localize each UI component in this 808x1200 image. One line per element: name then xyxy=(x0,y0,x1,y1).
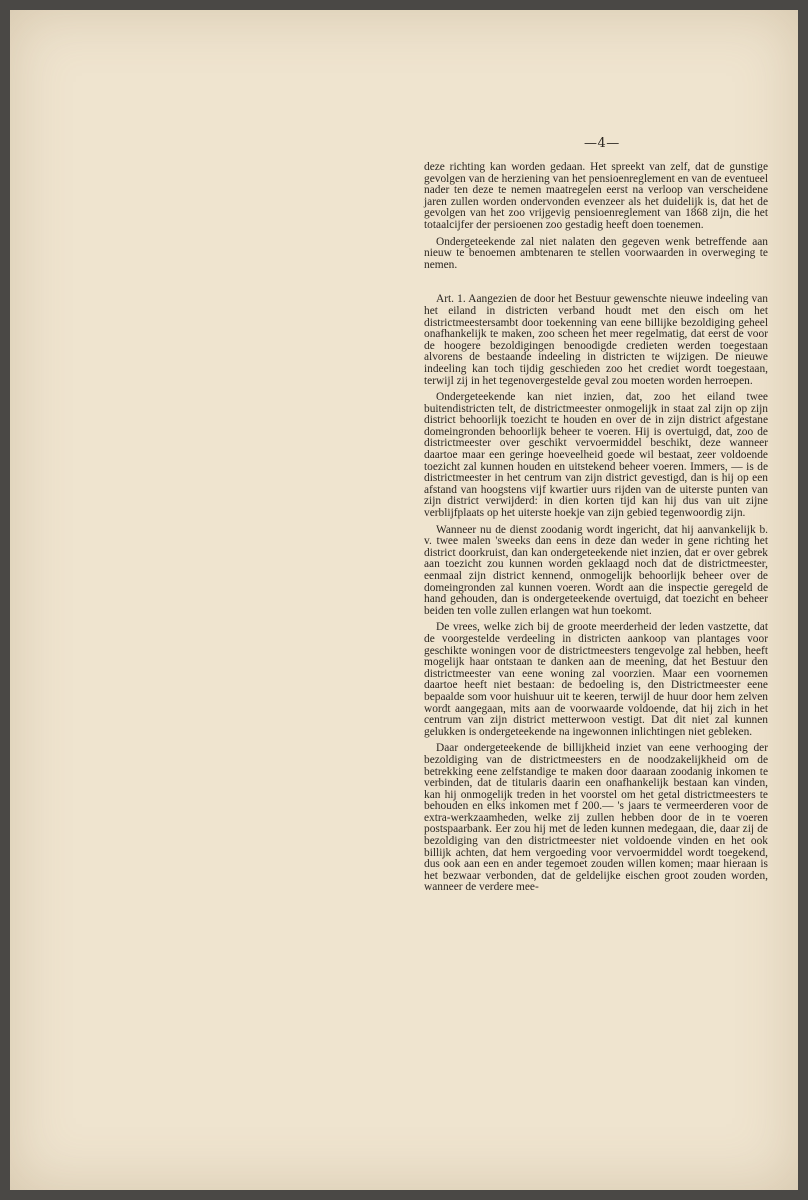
paragraph: Wanneer nu de dienst zoodanig wordt ingericht, dat hij aanvankelijk b. v. twee malen 'sweeks dan eens in deze dan weder in gene richting het district doorkruist, dan kan ondergeteekende niet inzien, dat er over gebrek aan toezicht zou kunnen worden geklaagd noch dat de districtmeester, eenmaal zijn district kennend, onmogelijk behoorlijk beheer over de domeingronden zal kunnen voeren. Wordt aan die inspectie geregeld de hand gehouden, dan is ondergeteekende overtuigd, dat toezicht en beheer beiden ten volle zullen erlangen wat hun toekomt. xyxy=(424,523,768,617)
text-column xyxy=(424,162,768,899)
paragraph: Ondergeteekende kan niet inzien, dat, zoo het eiland twee buitendistricten telt, de districtmeester onmogelijk in staat zal zijn op zijn district behoorlijk toezicht te houden en over de in zijn district afgestane domeingronden behoorlijk beheer te voeren. Hij is overtuigd, dat, zoo de districtmeester over geschikt vervoermiddel beschikt, deze wanneer daartoe maar een geringe hoeveelheid goede wil bestaat, zeer voldoende toezicht zal kunnen houden en uitstekend beheer voeren. Immers, — is de districtmeester in het centrum van zijn district gevestigd, dan is hij op een afstand van hoogstens vijf kwartier uurs rijden van de uiterste punten van zijn district verwijderd: in dien korten tijd kan hij dus van uit zijne verblijfplaats op het uiterste hoekje van zijn gebied tegenwoordig zijn. xyxy=(424,391,768,520)
page-number: —4— xyxy=(584,136,620,151)
paragraph-article-1: Art. 1. Aangezien de door het Bestuur gewenschte nieuwe indeeling van het eiland in districten verband houdt met den eisch om het districtmeestersambt door toekenning van eene billijke bezoldiging geheel onafhankelijk te maken, zoo scheen het meer regelmatig, dat eerst de voor de hoogere bezoldigingen benoodigde credieten werden toegestaan alvorens de bestaande indeeling in districten te wijzigen. De nieuwe indeeling kan toch tijdig geschieden zoo het crediet wordt toegestaan, terwijl zij in het tegenovergestelde geval zou moeten worden herroepen. xyxy=(424,293,768,387)
paragraph: De vrees, welke zich bij de groote meerderheid der leden vastzette, dat de voorgestelde verdeeling in districten aankoop van plantages voor geschikte woningen voor de districtmeesters tengevolge zal hebben, heeft mogelijk haar ontstaan te danken aan de meening, dat het Bestuur den districtmeester van eene woning zal voorzien. Maar een voornemen daartoe heeft niet bestaan: de bedoeling is, den Districtmeester eene bepaalde som voor huishuur uit te keeren, terwijl de huur door hem zelven wordt aangegaan, mits aan de voorwaarde voldoende, dat hij zich in het centrum van zijn district metterwoon vestigt. Dat dit niet zal kunnen gelukken is ondergeteekende na ingewonnen inlichtingen niet gebleken. xyxy=(424,621,768,738)
document-page xyxy=(10,10,798,1190)
paragraph: Ondergeteekende zal niet nalaten den gegeven wenk betreffende aan nieuw te benoemen ambtenaren te stellen voorwaarden in overweging te nemen. xyxy=(424,235,768,271)
paragraph: Daar ondergeteekende de billijkheid inziet van eene verhooging der bezoldiging van de districtmeesters en de noodzakelijkheid om de betrekking eene zelfstandige te maken door daaraan zoodanig inkomen te verbinden, dat de titularis daarin een onafhankelijk bestaan kan vinden, kan hij onmogelijk treden in het voorstel om het getal districtmeesters te behouden en elks inkomen met f 200.— 's jaars te vermeerderen voor de extra-werkzaamheden, welke zij zullen hebben door de in te voeren postspaarbank. Eer zou hij met de leden kunnen medegaan, die, daar zij de bezoldiging van den districtmeester niet voldoende vinden en het ook billijk achten, dat hem vergoeding voor vervoermiddel wordt toegekend, dus ook aan een en ander tegemoet zouden willen komen; maar hieraan is het bezwaar verbonden, dat de geldelijke eischen groot zouden worden, wanneer de verdere mee- xyxy=(424,742,768,894)
paragraph: deze richting kan worden gedaan. Het spreekt van zelf, dat de gunstige gevolgen van de herziening van het pensioenreglement en van de eventueel nader ten deze te nemen maatregelen eerst na verloop van verscheidene jaren zullen worden ondervonden evenzeer als het duidelijk is, dat het de gevolgen van het zoo vrijgevig pensioenreglement van 1868 zijn, die het totaalcijfer der persioenen zoo gestadig heeft doen toenemen. xyxy=(424,161,768,231)
